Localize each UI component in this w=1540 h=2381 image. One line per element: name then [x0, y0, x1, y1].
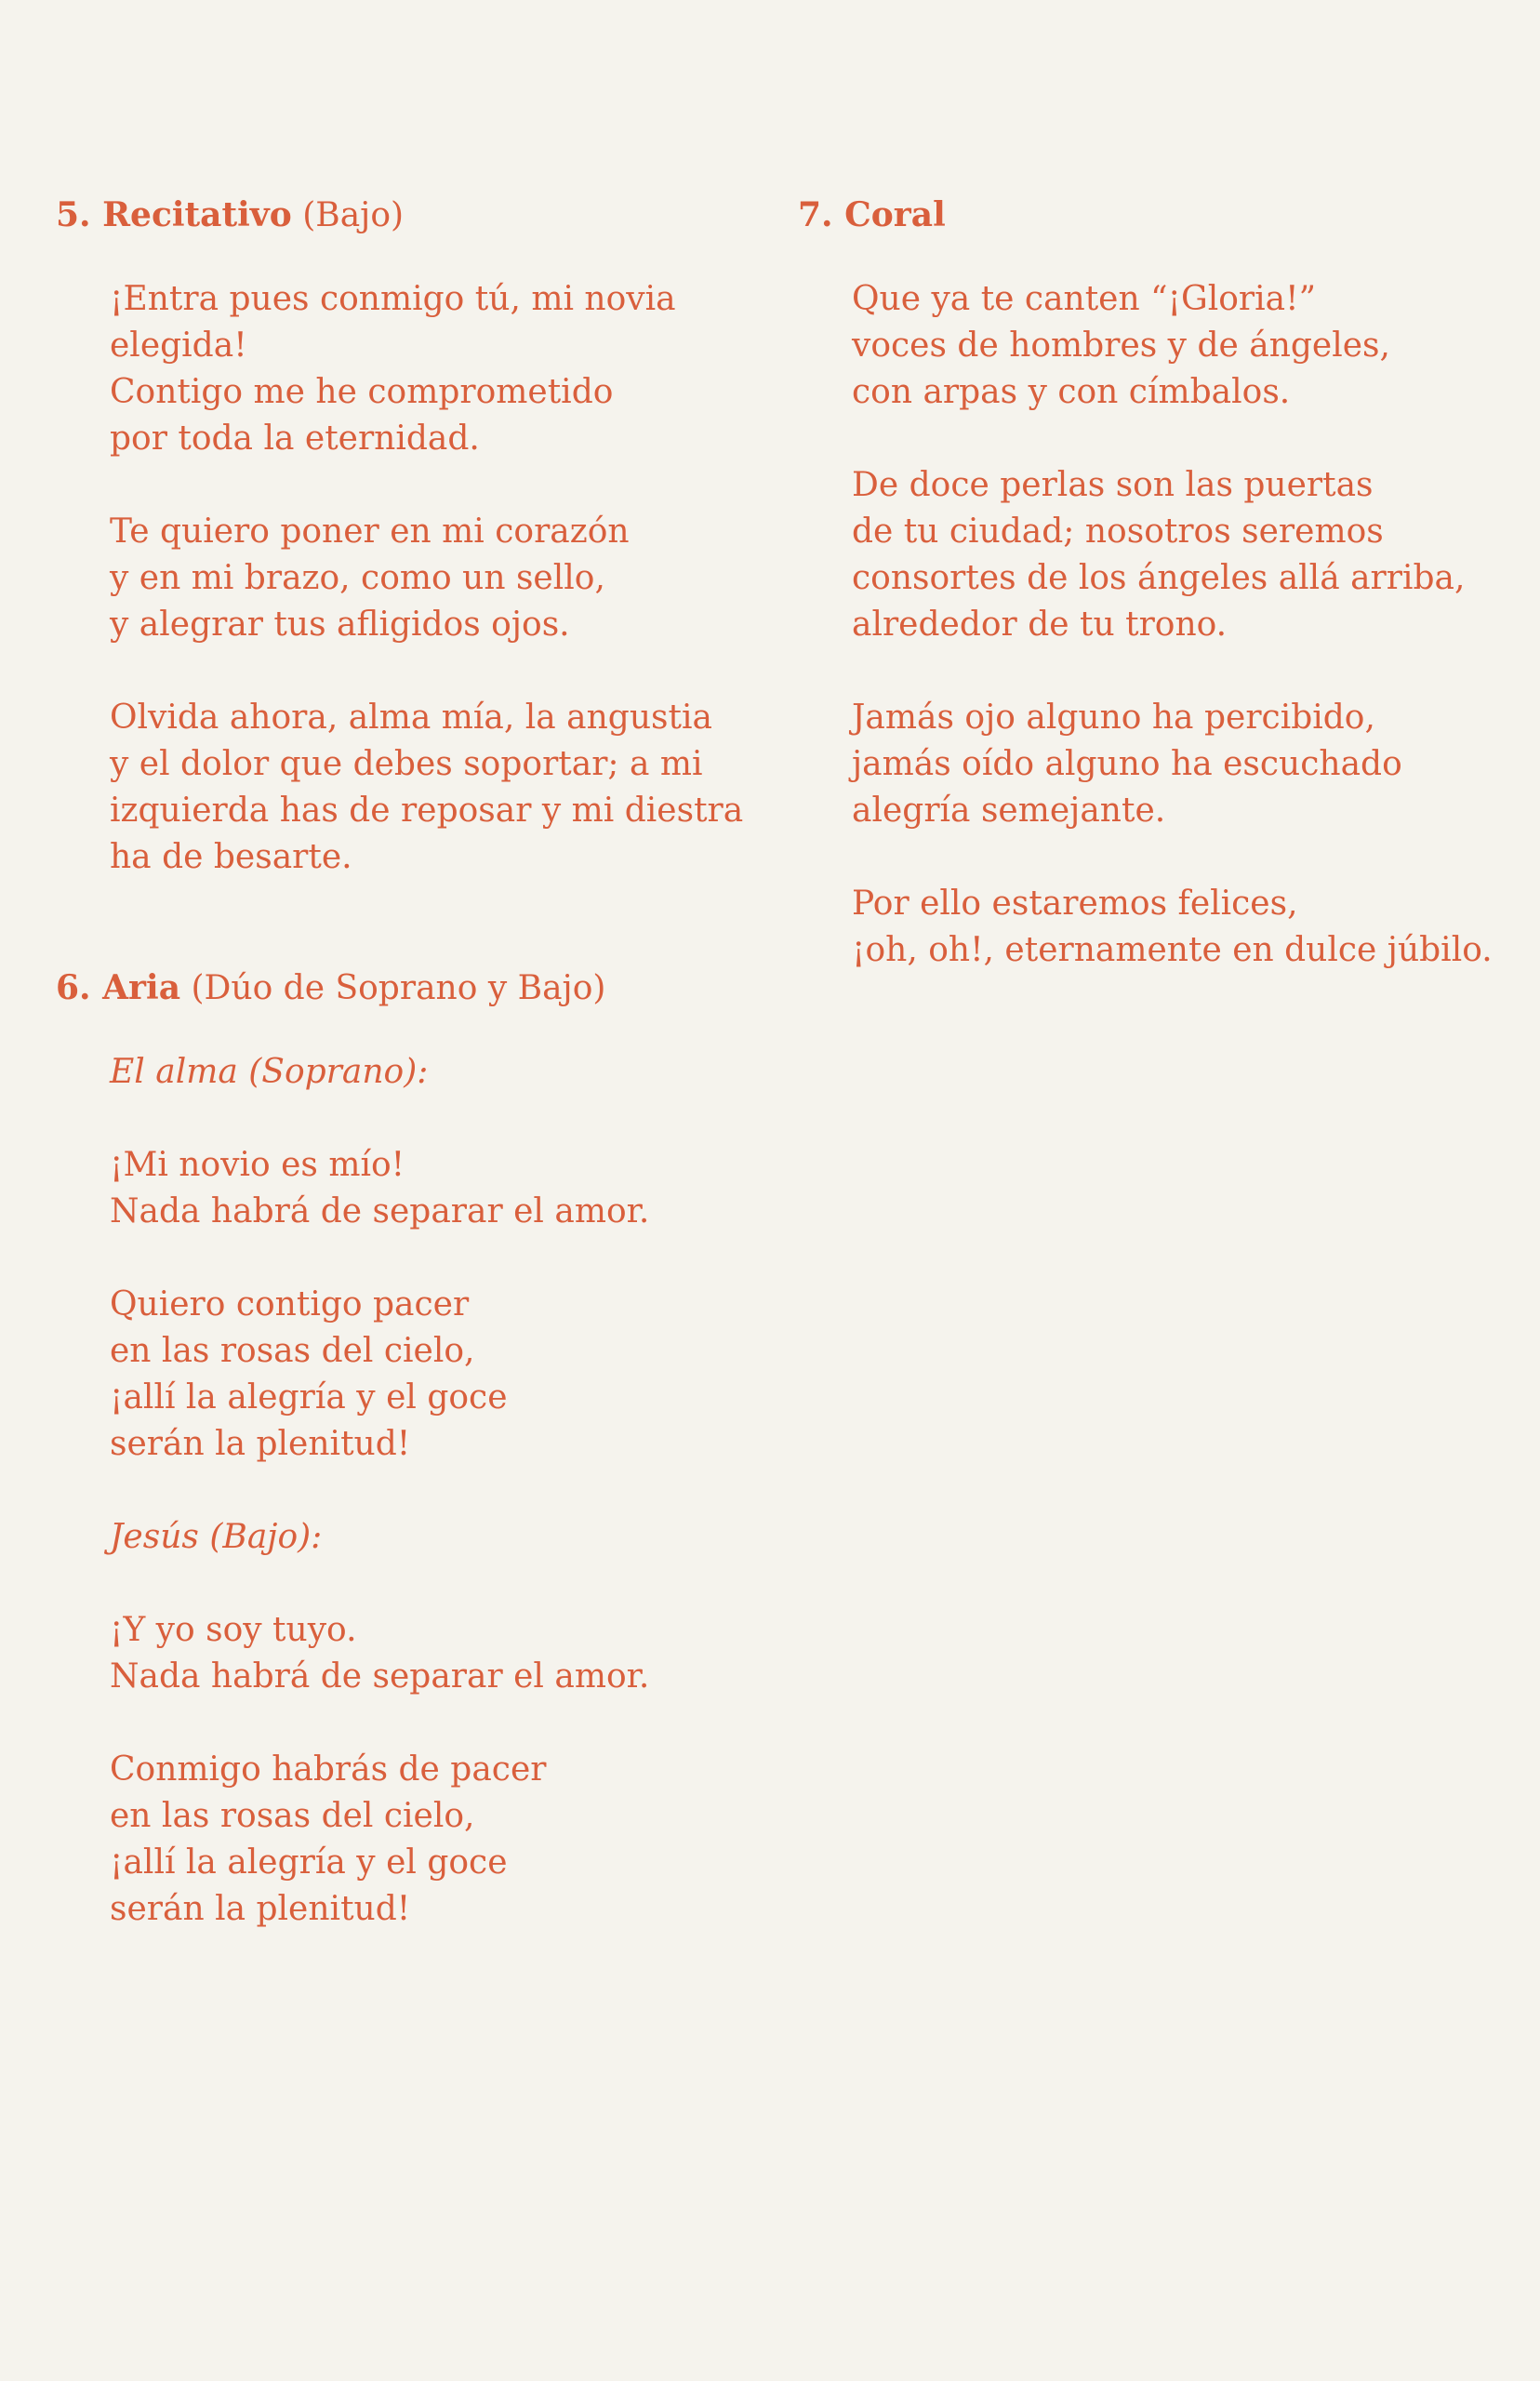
verse-line: Conmigo habrás de pacer [110, 1750, 547, 1789]
section-heading [798, 182, 1505, 248]
section-heading [56, 955, 763, 1021]
section-voice: (Dúo de Soprano y Bajo) [191, 969, 606, 1007]
section-voice: (Bajo) [302, 196, 405, 234]
verse-line: en las rosas del cielo, [110, 1332, 475, 1370]
verse-line: alegría semejante. [852, 791, 1166, 830]
verse-line: y en mi brazo, como un sello, [110, 559, 605, 597]
verse-line: Que ya te canten “¡Gloria!” [852, 280, 1316, 318]
verse-line: de tu ciudad; nosotros seremos [852, 512, 1384, 551]
verse-line: Jamás ojo alguno ha percibido, [852, 698, 1375, 737]
verse-line: consortes de los ángeles allá arriba, [852, 559, 1466, 597]
verse-line: jamás oído alguno ha escuchado [852, 745, 1402, 783]
verse-line: De doce perlas son las puertas [852, 466, 1374, 504]
stanza [110, 695, 763, 881]
verse-line: alrededor de tu trono. [852, 605, 1228, 644]
stanza [110, 509, 763, 648]
section-recitativo [56, 182, 763, 881]
verse-line: izquierda has de reposar y mi diestra [110, 791, 744, 830]
speaker-label: El alma (Soprano): [110, 1053, 429, 1091]
stanza [110, 1747, 763, 1933]
section-coral [798, 182, 1505, 974]
verse-line: serán la plenitud! [110, 1425, 411, 1463]
verse-line: ¡Mi novio es mío! [110, 1146, 405, 1184]
section-title: 5. Recitativo [56, 195, 292, 234]
verse-line: y alegrar tus afligidos ojos. [110, 605, 570, 644]
stanza [110, 1282, 763, 1468]
verse-line: ¡allí la alegría y el goce [110, 1843, 508, 1882]
verse-line: y el dolor que debes soportar; a mi [110, 745, 703, 783]
verse-line: Nada habrá de separar el amor. [110, 1192, 650, 1230]
verse-line: elegida! [110, 326, 247, 365]
right-column [798, 182, 1505, 974]
section-heading [56, 182, 763, 248]
stanza [110, 1142, 763, 1235]
stanza [852, 695, 1505, 834]
verse-line: voces de hombres y de ángeles, [852, 326, 1390, 365]
verse-line: serán la plenitud! [110, 1890, 411, 1928]
verse-line: Contigo me he comprometido [110, 373, 614, 411]
verse-line: Olvida ahora, alma mía, la angustia [110, 698, 712, 737]
verse-line: ha de besarte. [110, 838, 352, 876]
verse-line: en las rosas del cielo, [110, 1797, 475, 1835]
stanza [852, 276, 1505, 416]
verse-line: Por ello estaremos felices, [852, 885, 1298, 923]
verse-line: Quiero contigo pacer [110, 1285, 470, 1324]
verse-line: por toda la eternidad. [110, 419, 480, 458]
stanza [110, 1607, 763, 1700]
verse-line: con arpas y con címbalos. [852, 373, 1291, 411]
section-body [56, 1049, 763, 1933]
verse-line: ¡allí la alegría y el goce [110, 1378, 508, 1417]
stanza [852, 881, 1505, 974]
verse-line: ¡Y yo soy tuyo. [110, 1611, 357, 1649]
section-body [56, 276, 763, 881]
section-aria [56, 955, 763, 1933]
section-title: 6. Aria [56, 968, 181, 1007]
left-column [56, 182, 763, 1933]
speaker-label: Jesús (Bajo): [110, 1518, 323, 1556]
verse-line: Te quiero poner en mi corazón [110, 512, 630, 551]
verse-line: Nada habrá de separar el amor. [110, 1657, 650, 1696]
verse-line: ¡oh, oh!, eternamente en dulce júbilo. [852, 931, 1493, 969]
section-body [798, 276, 1505, 974]
stanza [110, 276, 763, 462]
stanza [852, 462, 1505, 648]
verse-line: ¡Entra pues conmigo tú, mi novia [110, 280, 676, 318]
section-title: 7. Coral [798, 195, 946, 234]
